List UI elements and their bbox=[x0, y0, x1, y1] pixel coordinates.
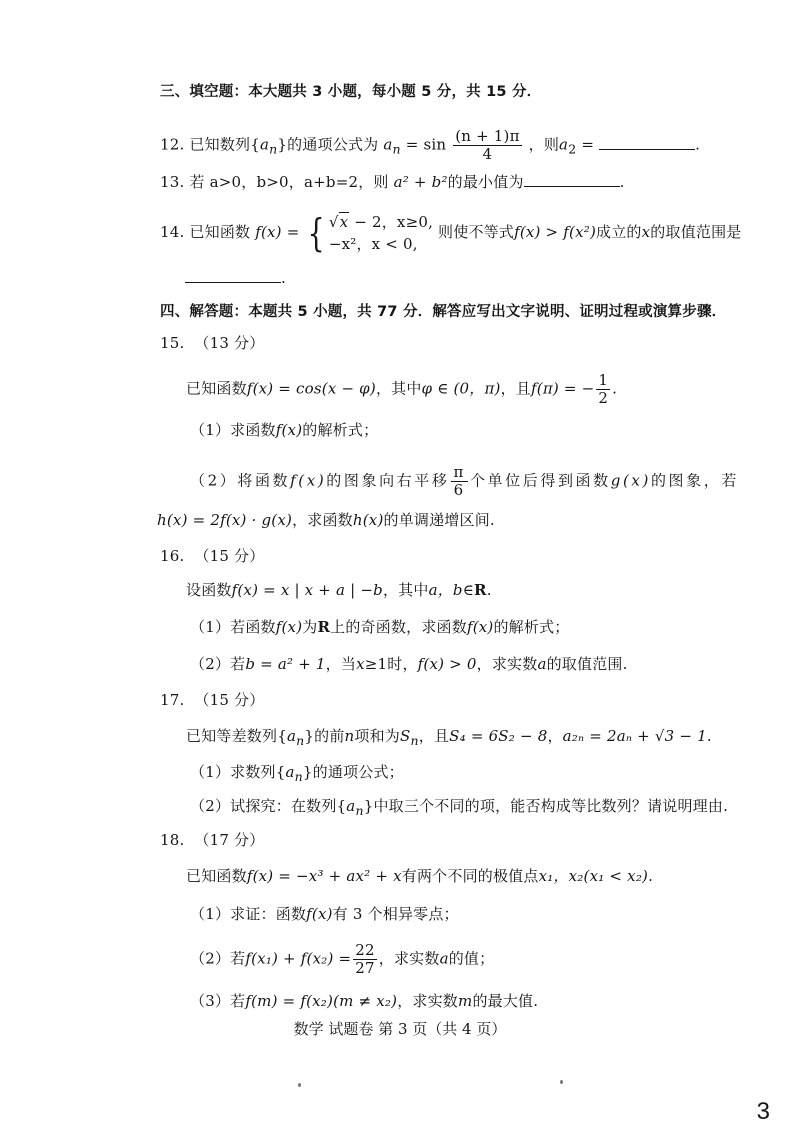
q14-cases: √x − 2，x≥0, −x²，x < 0, bbox=[328, 213, 434, 253]
question-score: （13 分） bbox=[194, 334, 265, 352]
q12-text: 已知数列{ bbox=[189, 135, 260, 154]
question-16-header bbox=[160, 546, 264, 566]
q17-part-1: （1）求数列$\{a_n\}$的通项公式； bbox=[190, 763, 404, 784]
q12-text-c: ，则 bbox=[528, 135, 560, 154]
question-14 bbox=[160, 210, 742, 255]
q14-text-a: 已知函数 bbox=[189, 223, 251, 241]
section-4-heading: 四、解答题：本题共 5 小题，共 77 分．解答应写出文字说明、证明过程或演算步骤． bbox=[160, 304, 727, 320]
q12-fraction: $\frac{(n + 1)\pi}{4}$ bbox=[455, 127, 520, 163]
question-17-header bbox=[160, 690, 264, 710]
question-number: 12. bbox=[160, 135, 185, 154]
scan-speck bbox=[298, 1083, 301, 1087]
q13-text: 若 a>0，b>0，a+b=2，则 bbox=[189, 173, 389, 191]
question-number: 18. bbox=[160, 831, 185, 849]
question-15-header bbox=[160, 333, 264, 353]
q18-part-1: （1）求证：函数f(x)有 3 个相异零点； bbox=[190, 905, 459, 923]
page-footer: 数学 试题卷 第 3 页（共 4 页） bbox=[293, 1020, 507, 1038]
question-13 bbox=[160, 172, 625, 192]
question-score: （15 分） bbox=[194, 691, 265, 709]
q16-given: 设函数f(x) = x | x + a | −b，其中a，b∈R. bbox=[186, 581, 492, 599]
q13-end: . bbox=[619, 173, 625, 191]
q13-text-b: 的最小值为 bbox=[447, 173, 524, 191]
q15-part-2-cont: h(x) = 2f(x) · g(x)，求函数h(x)的单调递增区间. bbox=[157, 511, 495, 529]
q16-part-2: （2）若b = a² + 1，当x≥1时，f(x) > 0，求实数a的取值范围. bbox=[190, 655, 628, 673]
q17-part-2: （2）试探究：在数列$\{a_n\}$中取三个不同的项，能否构成等比数列？请说明理由. bbox=[190, 797, 729, 818]
q14-answer-line bbox=[185, 268, 286, 288]
q15-given: 已知函数f(x) = cos(x − φ)，其中φ ∈ (0，π)，且f(π) = − $\frac{1}{2}$ . bbox=[186, 371, 618, 407]
question-score: （15 分） bbox=[194, 547, 265, 565]
question-number: 16. bbox=[160, 547, 185, 565]
one-half: $\frac{1}{2}$ bbox=[598, 371, 609, 407]
answer-blank[interactable] bbox=[524, 186, 620, 187]
q14-text-d: 的取值范围是 bbox=[650, 223, 742, 241]
q14-end: . bbox=[281, 269, 286, 287]
q12-text-b: }的通项公式为 bbox=[277, 135, 379, 154]
q14-fx: f(x) = bbox=[255, 223, 300, 241]
question-score: （17 分） bbox=[194, 831, 265, 849]
answer-blank[interactable] bbox=[599, 149, 695, 150]
q14-text-b: 则使不等式 bbox=[438, 223, 515, 241]
q12-end: . bbox=[695, 135, 701, 154]
q18-part-2: （2）若f(x₁) + f(x₂) = $\frac{22}{27}$ ，求实数a的值； bbox=[190, 941, 495, 977]
q15-part-2: （2）将函数f(x)的图象向右平移 $\frac{\pi}{6}$ 个单位后得到函数g(x)的图象，若 bbox=[190, 463, 739, 499]
question-number: 13. bbox=[160, 173, 185, 191]
q12-an: a bbox=[259, 135, 270, 154]
q12-sub: n bbox=[269, 141, 278, 157]
q14-text-c: 成立的 bbox=[596, 223, 642, 241]
q12-an-2: a bbox=[383, 135, 393, 154]
section-3-heading: 三、填空题：本大题共 3 小题，每小题 5 分，共 15 分． bbox=[160, 84, 542, 100]
q12-two: 2 bbox=[568, 141, 577, 157]
q16-part-1: （1）若函数f(x)为R上的奇函数，求函数f(x)的解析式； bbox=[190, 618, 570, 636]
brace-icon: { bbox=[308, 211, 326, 255]
question-number: 14. bbox=[160, 223, 185, 241]
q15-part-1: （1）求函数f(x)的解析式； bbox=[190, 421, 379, 439]
question-12 bbox=[160, 128, 700, 163]
q18-part-3: （3）若f(m) = f(x₂)(m ≠ x₂)，求实数m的最大值. bbox=[190, 992, 539, 1010]
q17-given: 已知等差数列$\{a_n\}$的前n项和为$S_n$，且S₄ = 6S₂ − 8，a₂ₙ = 2aₙ + √3 − 1. bbox=[186, 727, 712, 748]
pi-over-six: $\frac{\pi}{6}$ bbox=[453, 463, 466, 499]
q13-expr: a² + b² bbox=[393, 173, 448, 191]
q12-a2: a bbox=[559, 135, 569, 154]
question-number: 15. bbox=[160, 334, 185, 352]
question-18-header bbox=[160, 830, 264, 850]
page-number: 3 bbox=[756, 1098, 770, 1125]
fraction-22-27: $\frac{22}{27}$ bbox=[355, 941, 375, 977]
question-number: 17. bbox=[160, 691, 185, 709]
answer-blank[interactable] bbox=[185, 282, 281, 283]
q12-sin: = sin bbox=[405, 135, 447, 154]
q14-x: x bbox=[641, 223, 651, 241]
q12-eq: = bbox=[576, 135, 600, 154]
q18-given: 已知函数f(x) = −x³ + ax² + x有两个不同的极值点x₁，x₂(x₁ < x₂). bbox=[186, 867, 654, 885]
q12-sub-2: n bbox=[392, 141, 401, 157]
q14-ineq: f(x) > f(x²) bbox=[514, 223, 597, 241]
scan-speck bbox=[560, 1080, 563, 1084]
